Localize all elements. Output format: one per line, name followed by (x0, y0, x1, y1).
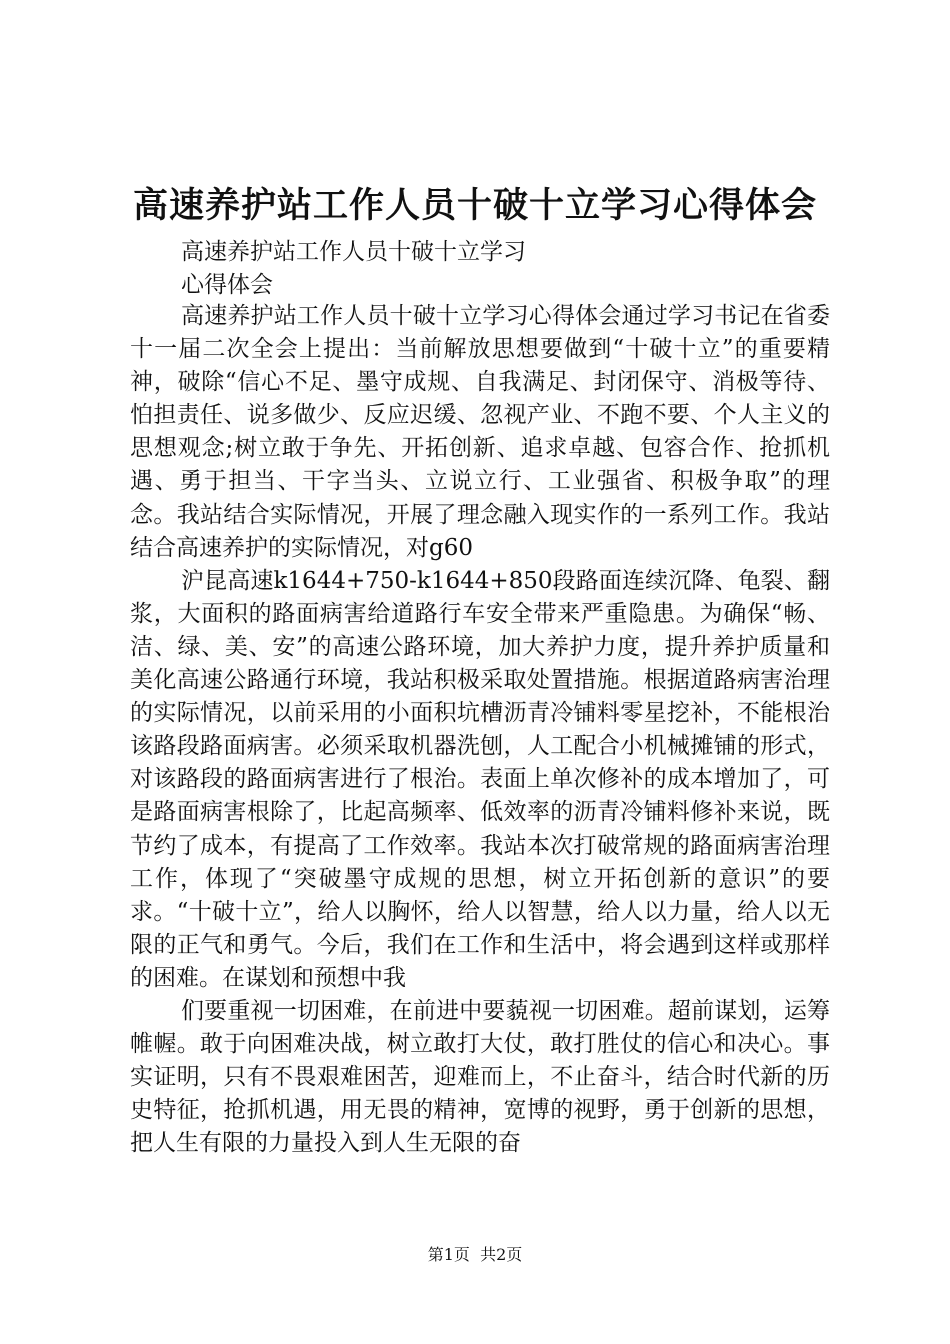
page-footer (0, 1244, 950, 1266)
document-title: 高速养护站工作人员十破十立学习心得体会 (132, 185, 817, 226)
body-paragraph-2: 沪昆高速k1644+750-k1644+850段路面连续沉降、龟裂、翻浆，大面积的路面病害给道路行车安全带来严重隐患。为确保“畅、洁、绿、美、安”的高速公路环境，加大养护力度，提升养护质量和美化高速公路通行环境，我站积极采取处置措施。根据道路病害治理的实际情况，以前采用的小面积坑槽沥青冷铺料零星挖补，不能根治该路段路面病害。必须采取机器洗刨，人工配合小机械摊铺的形式，对该路段的路面病害进行了根治。表面上单次修补的成本增加了，可是路面病害根除了，比起高频率、低效率的沥青冷铺料修补来说，既节约了成本，有提高了工作效率。我站本次打破常规的路面病害治理工作，体现了“突破墨守成规的思想，树立开拓创新的意识”的要求。“十破十立”，给人以胸怀，给人以智慧，给人以力量，给人以无限的正气和勇气。今后，我们在工作和生活中，将会遇到这样或那样的困难。在谋划和预想中我 (130, 567, 830, 991)
footer-separator (470, 1245, 480, 1264)
document-subtitle-line-2: 心得体会 (181, 272, 273, 298)
body-paragraph-1: 高速养护站工作人员十破十立学习心得体会通过学习书记在省委十一届二次全会上提出：当前解放思想要做到“十破十立”的重要精神，破除“信心不足、墨守成规、自我满足、封闭保守、消极等待、怕担责任、说多做少、反应迟缓、忽视产业、不跑不要、个人主义的思想观念;树立敢于争先、开拓创新、追求卓越、包容合作、抢抓机遇、勇于担当、干字当头、立说立行、工业强省、积极争取”的理念。我站结合实际情况，开展了理念融入现实作的一系列工作。我站结合高速养护的实际情况，对g60 (130, 303, 830, 561)
document-body (130, 300, 830, 1160)
document-subtitle-line-1: 高速养护站工作人员十破十立学习 (181, 239, 526, 265)
page-total-label: 共2页 (480, 1245, 523, 1264)
body-paragraph-3: 们要重视一切困难，在前进中要藐视一切困难。超前谋划，运筹帷幄。敢于向困难决战，树立敢打大仗，敢打胜仗的信心和决心。事实证明，只有不畏艰难困苦，迎难而上，不止奋斗，结合时代新的历史特征，抢抓机遇，用无畏的精神，宽博的视野，勇于创新的思想，把人生有限的力量投入到人生无限的奋 (130, 997, 830, 1157)
page-number-label: 第1页 (427, 1245, 470, 1264)
